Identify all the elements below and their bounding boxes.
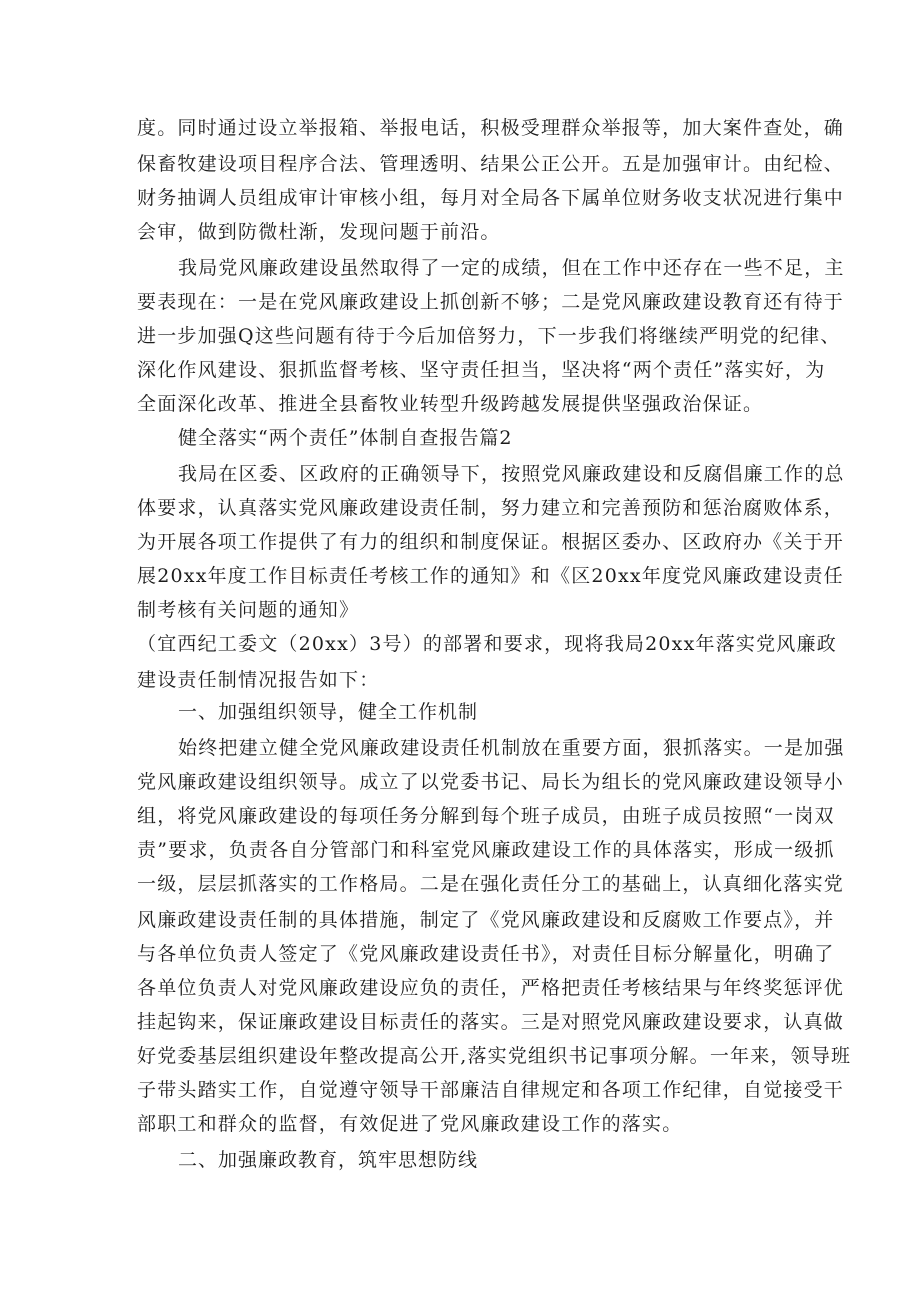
body-line: 一级，层层抓落实的工作格局。二是在强化责任分工的基础上，认真细化落实党 (137, 873, 845, 895)
body-line: 始终把建立健全党风廉政建设责任机制放在重要方面，狠抓落实。一是加强 (178, 737, 845, 759)
body-line: 责”要求，负责各自分管部门和科室党风廉政建设工作的具体落实，形成一级抓 (137, 839, 835, 861)
body-line: 为开展各项工作提供了有力的组织和制度保证。根据区委办、区政府办《关于开 (137, 531, 845, 553)
subsection-heading: 二、加强廉政教育，筑牢思想防线 (178, 1149, 479, 1171)
body-line: 进一步加强Q这些问题有待于今后加倍努力，下一步我们将继续严明党的纪律、 (137, 325, 841, 347)
body-line: 深化作风建设、狠抓监督考核、坚守责任担当，坚决将“两个责任”落实好，为 (137, 359, 826, 381)
body-line: 组，将党风廉政建设的每项任务分解到每个班子成员，由班子成员按照“一岗双 (137, 805, 835, 827)
body-line: 我局在区委、区政府的正确领导下，按照党风廉政建设和反腐倡廉工作的总 (178, 463, 845, 485)
body-line: 体要求，认真落实党风廉政建设责任制，努力建立和完善预防和惩治腐败体系， (137, 497, 845, 519)
body-line: 部职工和群众的监督，有效促进了党风廉政建设工作的落实。 (137, 1113, 683, 1135)
body-line: 我局党风廉政建设虽然取得了一定的成绩，但在工作中还存在一些不足，主 (178, 257, 845, 279)
body-line: （宜西纪工委文（20xx）3号）的部署和要求，现将我局20xx年落实党风廉政 (137, 633, 837, 655)
section-title: 健全落实“两个责任”体制自查报告篇2 (178, 427, 513, 449)
body-line: 风廉政建设责任制的具体措施，制定了《党风廉政建设和反腐败工作要点》，并 (137, 909, 835, 931)
body-line: 展20xx年度工作目标责任考核工作的通知》和《区20xx年度党风廉政建设责任 (137, 565, 844, 587)
body-line: 挂起钩来，保证廉政建设目标责任的落实。三是对照党风廉政建设要求，认真做 (137, 1011, 845, 1033)
body-line: 保畜牧建设项目程序合法、管理透明、结果公正公开。五是加强审计。由纪检、 (137, 153, 845, 175)
body-line: 全面深化改革、推进全县畜牧业转型升级跨越发展提供坚强政治保证。 (137, 393, 764, 415)
body-line: 好党委基层组织建设年整改提高公开,落实党组织书记事项分解。一年来，领导班 (137, 1045, 852, 1067)
subsection-heading: 一、加强组织领导，健全工作机制 (178, 701, 479, 723)
body-line: 与各单位负责人签定了《党风廉政建设责任书》，对责任目标分解量化，明确了 (137, 943, 835, 965)
body-line: 建设责任制情况报告如下： (137, 669, 380, 691)
body-line: 制考核有关问题的通知》 (137, 599, 360, 621)
body-line: 会审，做到防微杜渐，发现问题于前沿。 (137, 221, 501, 243)
body-line: 度。同时通过设立举报箱、举报电话，积极受理群众举报等，加大案件查处，确 (137, 117, 845, 139)
body-line: 各单位负责人对党风廉政建设应负的责任，严格把责任考核结果与年终奖惩评优 (137, 977, 845, 999)
body-line: 要表现在：一是在党风廉政建设上抓创新不够；二是党风廉政建设教育还有待于 (137, 291, 845, 313)
body-line: 党风廉政建设组织领导。成立了以党委书记、局长为组长的党风廉政建设领导小 (137, 771, 845, 793)
body-line: 子带头踏实工作，自觉遵守领导干部廉洁自律规定和各项工作纪律，自觉接受干 (137, 1079, 845, 1101)
body-line: 财务抽调人员组成审计审核小组，每月对全局各下属单位财务收支状况进行集中 (137, 187, 845, 209)
